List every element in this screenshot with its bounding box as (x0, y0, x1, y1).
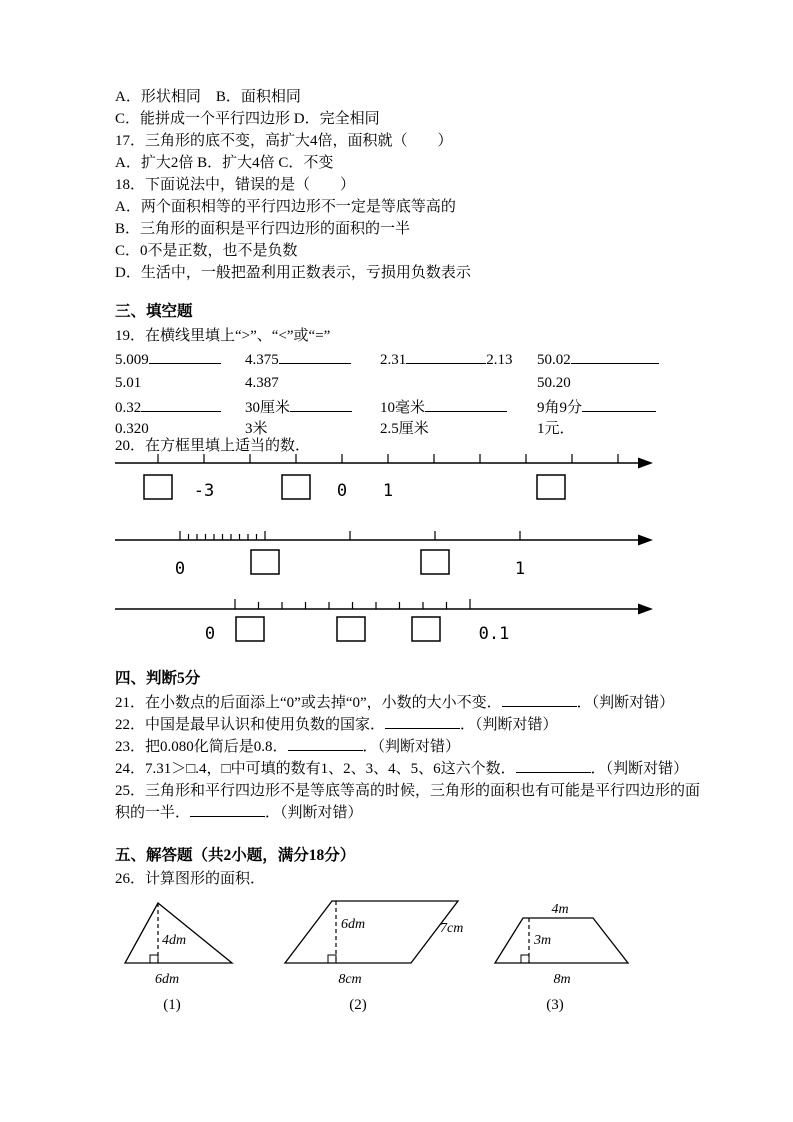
answer-blank (288, 736, 363, 751)
height-label: 4dm (162, 933, 187, 948)
compare-value: 10毫米 (380, 400, 426, 416)
compare-value: 9角9分 (537, 400, 583, 416)
compare-cell (245, 349, 351, 370)
answer-blank (290, 397, 352, 412)
axis-label: 0 (204, 624, 216, 644)
compare-value: 2.5厘米 (380, 421, 429, 437)
answer-blank (385, 714, 460, 729)
judge-text: 23．把0.080化简后是0.8． (115, 739, 288, 755)
section-fill-title: 三、填空题 (115, 303, 193, 320)
axis-label: 1 (514, 559, 526, 579)
base-label: 8cm (338, 972, 362, 987)
side-label: 7cm (440, 921, 464, 936)
answer-blank (141, 397, 221, 412)
q26-prompt: 26．计算图形的面积． (115, 871, 266, 887)
right-angle-mark (521, 955, 529, 963)
judge-item (115, 736, 700, 758)
judge-text: 25．三角形和平行四边形不是等底等高的时候，三角形的面积也有可能是平行四边形的面积的一半． (115, 783, 701, 821)
section-judge-title: 四、判断5分 (115, 670, 201, 687)
judge-item (115, 780, 700, 824)
judge-block (115, 692, 700, 824)
choice-line: A．形状相同 B．面积相同 (115, 89, 301, 105)
trapezoid-shape (495, 918, 628, 963)
answer-box (282, 475, 310, 499)
compare-cell (115, 373, 141, 393)
judge-text: ．（判断对错） (590, 761, 689, 777)
judge-text: ．（判断对错） (460, 717, 558, 733)
choice-line: C．能拼成一个平行四边形 D．完全相同 (115, 111, 380, 127)
compare-value: 4.375 (245, 352, 279, 368)
axis-arrow-icon (638, 458, 653, 469)
answer-blank (406, 349, 486, 364)
right-angle-mark (328, 955, 336, 963)
q19-prompt: 19．在横线里填上“>”、“<”或“=” (115, 328, 331, 344)
height-label: 6dm (341, 917, 366, 932)
q20-prompt: 20．在方框里填上适当的数． (115, 438, 311, 454)
answer-blank (582, 397, 656, 412)
compare-value: 2.13 (486, 352, 513, 368)
question-17: 17．三角形的底不变，高扩大4倍，面积就（ ） (115, 133, 453, 149)
answer-box (537, 475, 565, 499)
answer-blank (502, 692, 577, 707)
compare-value: 5.009 (115, 352, 149, 368)
height-label: 3m (534, 933, 552, 948)
tick-marks (235, 599, 470, 609)
compare-cell (115, 397, 221, 418)
figure-triangle (125, 903, 232, 1013)
compare-cell (380, 419, 429, 439)
judge-item (115, 758, 700, 780)
tick-marks (158, 454, 618, 463)
figure-caption: (3) (546, 997, 564, 1013)
tick-marks (180, 531, 520, 540)
compare-cell (537, 349, 659, 370)
compare-value: 50.20 (537, 375, 571, 391)
geometry-figures (110, 886, 670, 1026)
answer-blank (190, 802, 265, 817)
right-angle-mark (150, 955, 158, 963)
compare-cell (115, 349, 221, 370)
section-solve-title: 五、解答题（共2小题，满分18分） (115, 847, 356, 864)
base-label: 6dm (154, 972, 180, 987)
compare-value: 3米 (245, 421, 268, 437)
compare-value: 4.387 (245, 375, 279, 391)
answer-blank (149, 349, 221, 364)
choice-line: D．生活中，一般把盈利用正数表示，亏损用负数表示 (115, 265, 471, 281)
compare-value: 30厘米 (245, 400, 291, 416)
answer-blank (571, 349, 659, 364)
answer-blank (516, 758, 591, 773)
axis-label: 0 (174, 559, 186, 579)
figure-parallelogram (285, 901, 463, 1013)
answer-blank (425, 397, 507, 412)
axis-arrow-icon (638, 535, 653, 546)
compare-value: 2.31 (380, 352, 407, 368)
top-label: 4m (551, 902, 569, 917)
axis-arrow-icon (638, 604, 653, 615)
judge-item (115, 714, 700, 736)
compare-value: 0.32 (115, 400, 142, 416)
number-line-3 (110, 597, 655, 657)
judge-text: 24．7.31＞□.4，□中可填的数有1、2、3、4、5、6这六个数． (115, 761, 516, 777)
compare-cell (245, 397, 352, 418)
answer-box (236, 617, 264, 641)
choice-line: B．三角形的面积是平行四边形的面积的一半 (115, 221, 411, 237)
answer-box (144, 475, 172, 499)
answer-box (412, 617, 440, 641)
parallelogram-shape (285, 901, 458, 963)
judge-text: 21．在小数点的后面添上“0”或去掉“0”，小数的大小不变． (115, 695, 502, 711)
judge-text: ．（判断对错） (576, 695, 675, 711)
compare-cell (537, 397, 656, 418)
axis-label: 0.1 (478, 624, 510, 644)
base-label: 8m (553, 972, 571, 987)
number-line-2 (110, 528, 655, 586)
answer-box (421, 550, 449, 574)
choice-line: A．扩大2倍 B．扩大4倍 C．不变 (115, 155, 334, 171)
judge-text: 22．中国是最早认识和使用负数的国家． (115, 717, 386, 733)
answer-box (251, 550, 279, 574)
answer-blank (279, 349, 351, 364)
compare-value: 50.02 (537, 352, 571, 368)
compare-cell (537, 373, 571, 393)
compare-cell (245, 373, 279, 393)
question-18: 18．下面说法中，错误的是（ ） (115, 177, 356, 193)
judge-item (115, 692, 700, 714)
compare-cell (380, 349, 513, 370)
figure-trapezoid (495, 902, 628, 1013)
compare-cell (537, 419, 575, 439)
figure-caption: (2) (349, 997, 367, 1013)
axis-label: 1 (382, 481, 394, 501)
choice-line: C．0不是正数，也不是负数 (115, 243, 298, 259)
choice-line: A．两个面积相等的平行四边形不一定是等底等高的 (115, 199, 456, 215)
axis-label: 0 (336, 481, 348, 501)
compare-cell (380, 397, 507, 418)
axis-label: -3 (193, 481, 215, 501)
figure-caption: (1) (163, 997, 181, 1013)
judge-text: ．（判断对错） (265, 805, 363, 821)
compare-value: 0.320 (115, 421, 149, 437)
judge-text: ．（判断对错） (362, 739, 461, 755)
compare-value: 1元． (537, 421, 575, 437)
compare-value: 5.01 (115, 375, 142, 391)
multiple-choice-block (115, 86, 471, 284)
answer-box (337, 617, 365, 641)
number-line-1 (110, 449, 655, 511)
